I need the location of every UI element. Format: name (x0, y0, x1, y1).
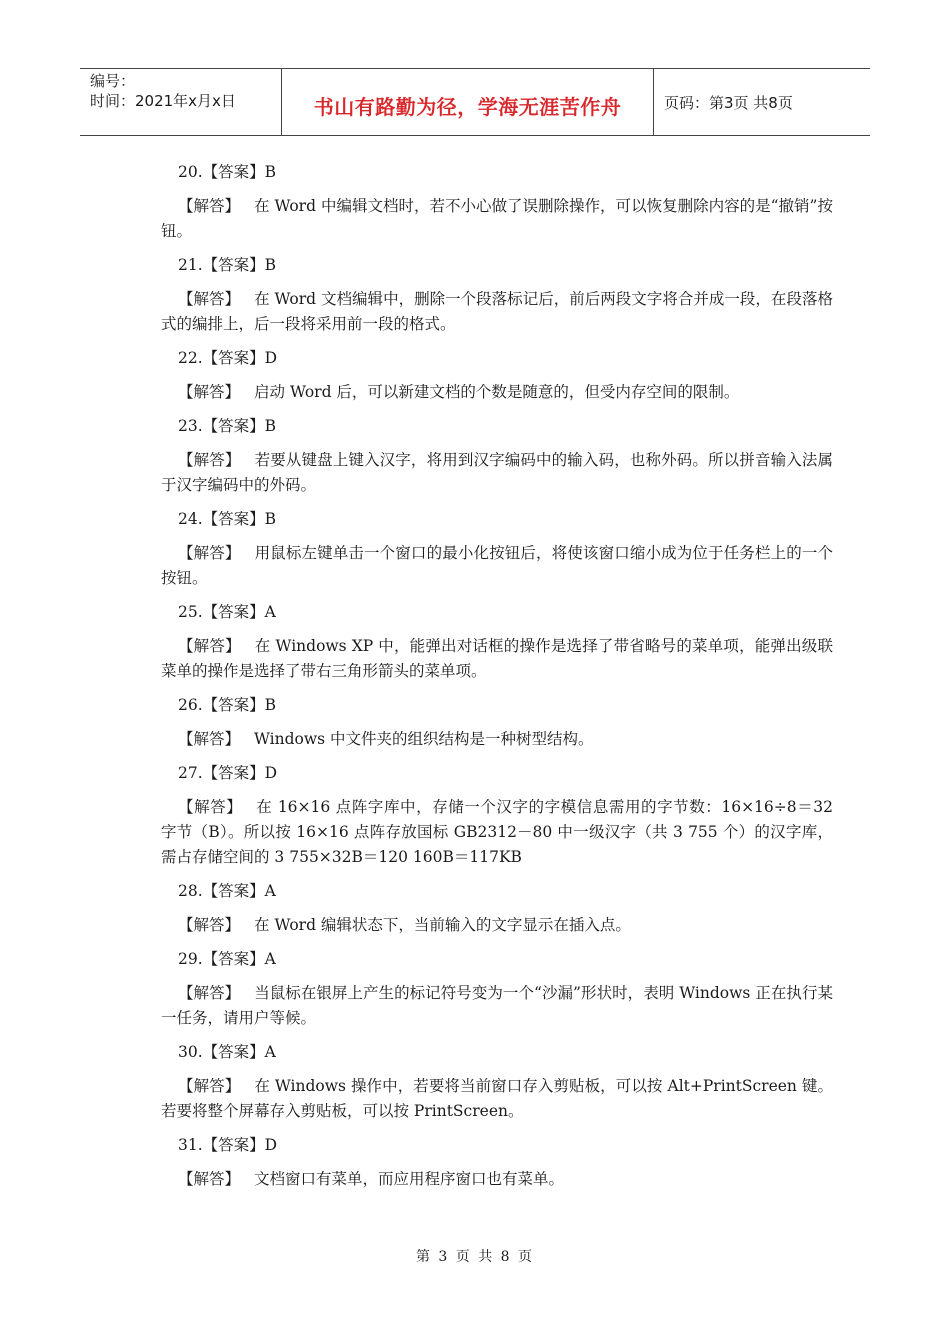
explanation-text: 用鼠标左键单击一个窗口的最小化按钮后，将使该窗口缩小成为位于任务栏上的一个按钮。 (161, 544, 833, 587)
answer-line: 29.【答案】A (178, 950, 276, 968)
explanation-tag: 【解答】 (178, 383, 241, 401)
explanation-paragraph (161, 287, 833, 337)
explanation-text: 启动 Word 后，可以新建文档的个数是随意的，但受内存空间的限制。 (254, 383, 740, 401)
explanation-paragraph (161, 913, 833, 938)
explanation-text: 当鼠标在银屏上产生的标记符号变为一个“沙漏”形状时，表明 Windows 正在执行某一任务，请用户等候。 (161, 984, 833, 1027)
answer-line: 28.【答案】A (178, 882, 276, 900)
header-page-info: 页码：第3页 共8页 (664, 93, 793, 112)
explanation-paragraph (161, 380, 833, 405)
explanation-text: 在 16×16 点阵字库中，存储一个汉字的字模信息需用的字节数：16×16÷8＝32 字节（B）。所以按 16×16 点阵存放国标 GB2312－80 中一级汉字（共 3 755 个）的汉字库，需占存储空间的 3 755×32B＝120 160B＝117KB (161, 798, 833, 866)
explanation-paragraph (161, 1074, 833, 1124)
answer-line: 30.【答案】A (178, 1043, 276, 1061)
explanation-tag: 【解答】 (178, 451, 241, 469)
answer-item (161, 1040, 833, 1124)
explanation-text: 若要从键盘上键入汉字，将用到汉字编码中的输入码，也称外码。所以拼音输入法属于汉字编码中的外码。 (161, 451, 833, 494)
answer-item (161, 879, 833, 938)
answer-item (161, 253, 833, 337)
explanation-paragraph (161, 634, 833, 684)
explanation-tag: 【解答】 (178, 290, 241, 308)
explanation-tag: 【解答】 (178, 916, 241, 934)
answer-line: 27.【答案】D (178, 764, 278, 782)
answer-line: 31.【答案】D (178, 1136, 278, 1154)
explanation-text: 文档窗口有菜单，而应用程序窗口也有菜单。 (254, 1170, 565, 1188)
explanation-paragraph (161, 727, 833, 752)
answer-item (161, 600, 833, 684)
explanation-tag: 【解答】 (178, 984, 241, 1002)
answer-line: 25.【答案】A (178, 603, 276, 621)
page-header (80, 68, 870, 136)
explanation-tag: 【解答】 (178, 798, 243, 816)
explanation-paragraph (161, 1167, 833, 1192)
header-meta (80, 69, 282, 135)
explanation-tag: 【解答】 (178, 730, 241, 748)
explanation-paragraph (161, 541, 833, 591)
explanation-paragraph (161, 981, 833, 1031)
answer-item (161, 507, 833, 591)
answer-item (161, 693, 833, 752)
answer-item (161, 414, 833, 498)
page-footer: 第 3 页 共 8 页 (415, 1249, 535, 1265)
explanation-text: 在 Word 文档编辑中，删除一个段落标记后，前后两段文字将合并成一段，在段落格式的编排上，后一段将采用前一段的格式。 (161, 290, 833, 333)
answer-list (161, 160, 833, 1201)
explanation-paragraph (161, 194, 833, 244)
explanation-text: 在 Word 中编辑文档时，若不小心做了误删除操作，可以恢复删除内容的是“撤销”按钮。 (161, 197, 833, 240)
document-time-label: 时间：2021年x月x日 (90, 92, 236, 110)
explanation-text: 在 Windows 操作中，若要将当前窗口存入剪贴板，可以按 Alt+PrintScreen 键。若要将整个屏幕存入剪贴板，可以按 PrintScreen。 (161, 1077, 833, 1120)
answer-line: 21.【答案】B (178, 256, 277, 274)
answer-item (161, 761, 833, 870)
explanation-tag: 【解答】 (178, 197, 241, 215)
answer-line: 23.【答案】B (178, 417, 277, 435)
explanation-text: Windows 中文件夹的组织结构是一种树型结构。 (254, 730, 594, 748)
explanation-text: 在 Word 编辑状态下，当前输入的文字显示在插入点。 (254, 916, 631, 934)
answer-line: 26.【答案】B (178, 696, 277, 714)
explanation-paragraph (161, 448, 833, 498)
header-motto: 书山有路勤为径，学海无涯苦作舟 (282, 69, 654, 135)
answer-line: 20.【答案】B (178, 163, 277, 181)
answer-line: 24.【答案】B (178, 510, 277, 528)
explanation-tag: 【解答】 (178, 637, 241, 655)
explanation-tag: 【解答】 (178, 544, 241, 562)
explanation-tag: 【解答】 (178, 1170, 241, 1188)
answer-item (161, 160, 833, 244)
document-number-label: 编号： (90, 72, 136, 90)
answer-item (161, 947, 833, 1031)
answer-item (161, 1133, 833, 1192)
explanation-tag: 【解答】 (178, 1077, 241, 1095)
explanation-text: 在 Windows XP 中，能弹出对话框的操作是选择了带省略号的菜单项，能弹出级联菜单的操作是选择了带右三角形箭头的菜单项。 (161, 637, 833, 680)
explanation-paragraph (161, 795, 833, 870)
answer-item (161, 346, 833, 405)
answer-line: 22.【答案】D (178, 349, 278, 367)
